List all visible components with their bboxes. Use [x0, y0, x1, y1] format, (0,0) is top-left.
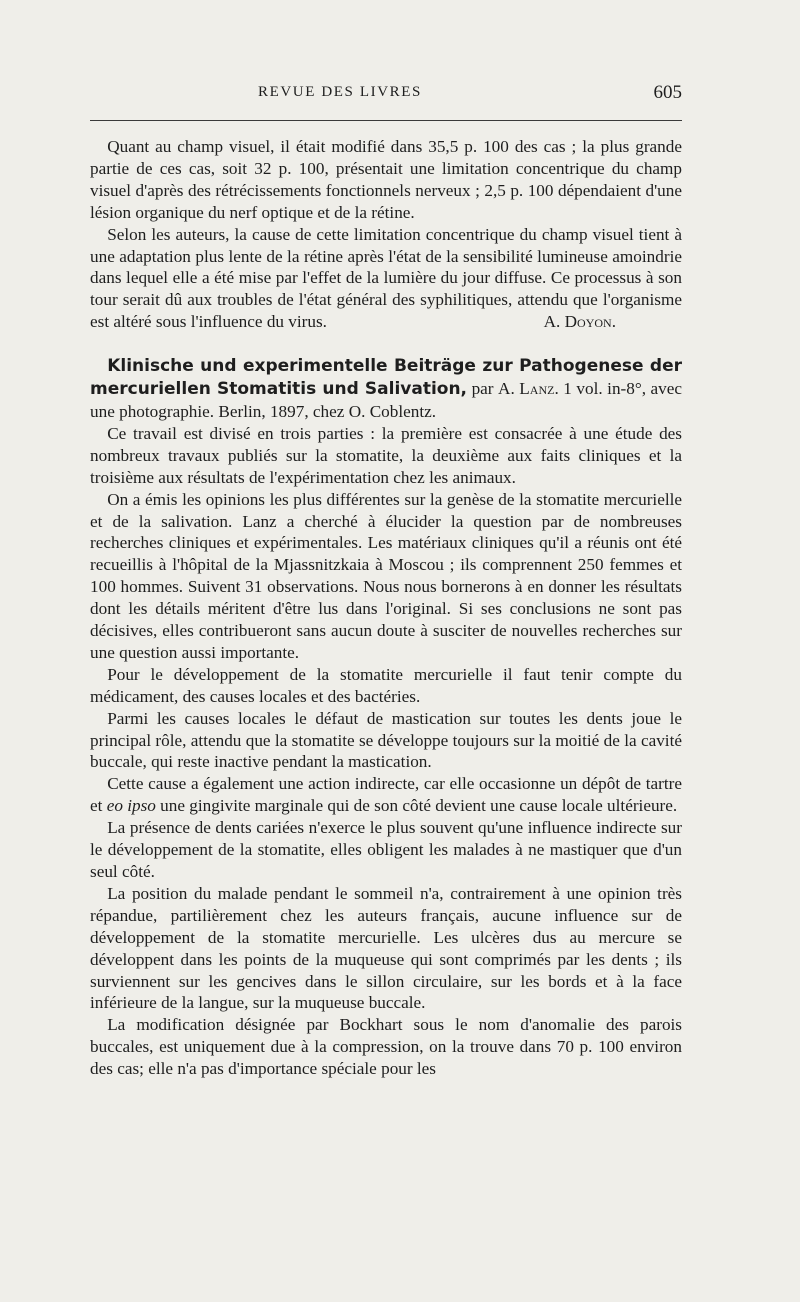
book-title: Klinische und experimentelle Beiträge zur Pathogenese der mercuriellen Stomatitis und Salivation,	[90, 356, 682, 400]
review-signature: A. Doyon.	[543, 312, 616, 332]
running-header	[90, 84, 682, 114]
paragraph: Selon les auteurs, la cause de cette limitation concentrique du champ visuel tient à une adaptation plus lente de la rétine après l'état de la sensibilité lumineuse amoindrie dans lequel elle a été mise par l'effet de la lumière du jour diffuse. Ce processus à son tour serait dû aux troubles de l'état général des syphilitiques, attendu que l'organisme est altéré sous l'influence du virus. A. Doyon.	[90, 224, 682, 332]
running-title: REVUE DES LIVRES	[258, 84, 422, 100]
paragraph: La modification désignée par Bockhart sous le nom d'anomalie des parois buccales, est uniquement due à la compression, on la trouve dans 70 p. 100 environ des cas; elle n'a pas d'importance spéciale pour les	[90, 1015, 682, 1079]
section-spacer	[90, 333, 682, 355]
header-rule	[90, 120, 682, 121]
book-details: 1 vol. in-8°, avec une photographie. Berlin, 1897, chez O. Coblentz.	[90, 379, 683, 421]
page-number: 605	[653, 82, 682, 103]
paragraph: Quant au champ visuel, il était modifié dans 35,5 p. 100 des cas ; la plus grande partie de ces cas, soit 32 p. 100, présentait une limitation concentrique du champ visuel d'après des rétrécissements fonctionnels nerveux ; 2,5 p. 100 dépendaient d'une lésion organique du nerf optique et de la rétine.	[90, 137, 682, 222]
by-word: par	[471, 379, 494, 399]
paragraph: La présence de dents cariées n'exerce le plus souvent qu'une influence indirecte sur le développement de la stomatite, elles obligent les malades à ne mastiquer que d'un seul côté.	[90, 818, 682, 881]
paragraph: On a émis les opinions les plus différentes sur la genèse de la stomatite mercurielle et de la salivation. Lanz a cherché à élucider la question par de nombreuses recherches cliniques et expérimentales. Les matériaux cliniques qu'il a réunis ont été recueillis à l'hôpital de la Mjassnitzkaia à Moscou ; ils comprennent 250 femmes et 100 hommes. Suivent 31 observations. Nous nous bornerons à en donner les résultats dont les détails méritent d'être lus dans l'original. Si ses conclusions ne sont pas décisives, elles contribueront sans aucun doute à susciter de nouvelles recherches sur une question aussi importante.	[90, 489, 682, 662]
paragraph: La position du malade pendant le sommeil n'a, contrairement à une opinion très répandue, partilièrement chez les auteurs français, aucune influence sur de développement de la stomatite mercurielle. Les ulcères dus au mercure se développent dans les points de la muqueuse qui sont comprimés par les dents ; ils surviennent sur les gencives dans le sillon circulaire, sur les bords et à la face inférieure de la langue, sur la muqueuse buccale.	[90, 883, 682, 1013]
paragraph: Cette cause a également une action indirecte, car elle occasionne un dépôt de tartre et eo ipso une gingivite marginale qui de son côté devient une cause locale ultérieure.	[90, 774, 682, 816]
paragraph: Parmi les causes locales le défaut de mastication sur toutes les dents joue le principal rôle, attendu que la stomatite se développe toujours sur la moitié de la cavité buccale, qui reste inactive pendant la mastication.	[90, 708, 682, 772]
latin-phrase: eo ipso	[106, 796, 156, 816]
book-review-heading	[90, 355, 682, 423]
body-text	[90, 136, 682, 1080]
paragraph: Pour le développement de la stomatite mercurielle il faut tenir compte du médicament, des causes locales et des bactéries.	[90, 664, 682, 706]
book-author: A. Lanz.	[498, 379, 559, 399]
paragraph: Ce travail est divisé en trois parties : la première est consacrée à une étude des nombreux travaux publiés sur la stomatite, la deuxième aux faits cliniques et la troisième aux résultats de l'expérimentation chez les animaux.	[90, 423, 682, 487]
